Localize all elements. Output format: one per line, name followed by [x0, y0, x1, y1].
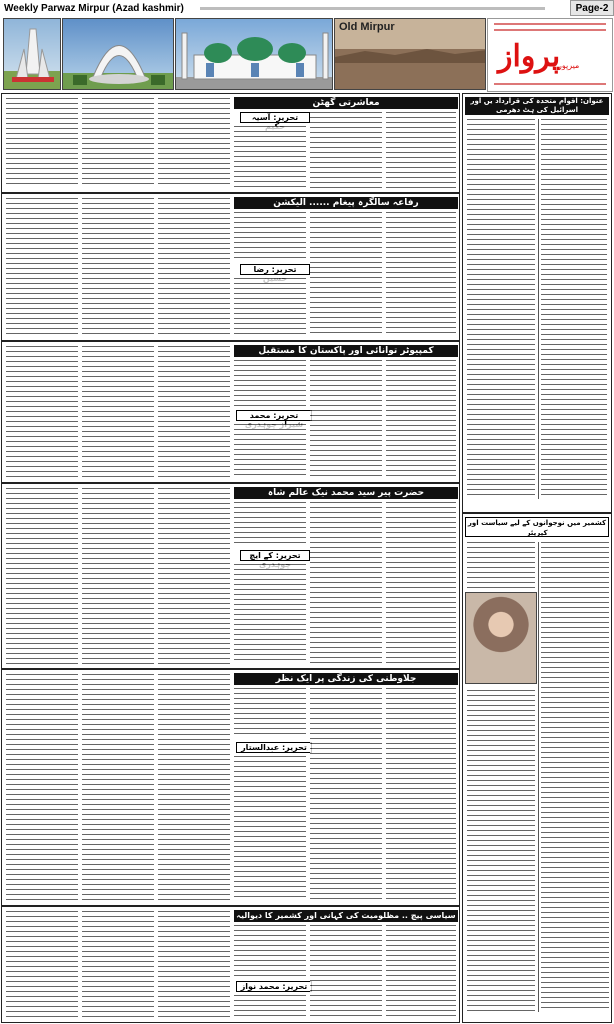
article-row-3: [1, 341, 460, 483]
article-3-author: تحریر: محمد: [236, 410, 312, 421]
page-label: Page-2: [570, 0, 614, 16]
text-column: [310, 360, 382, 478]
author-portrait: [465, 592, 537, 684]
monument-image: [4, 19, 61, 90]
text-column: [467, 119, 535, 499]
banner-photo-monument: [3, 18, 61, 90]
text-column: [234, 995, 306, 1019]
text-column: [6, 346, 78, 478]
text-column: [158, 488, 230, 664]
text-column: [310, 112, 382, 188]
article-right-bottom-title: کشمیر میں نوجوانوں کے لیے سیاست اور کیریئر: [465, 517, 609, 537]
masthead-rule-2: [494, 29, 606, 31]
mosque-image: [176, 19, 333, 90]
article-2-author: تحریر: رضا: [240, 264, 310, 275]
text-column: [234, 424, 306, 478]
article-row-1: [1, 93, 460, 193]
top-divider-line: [200, 7, 545, 10]
masthead-rule-bottom: [494, 83, 606, 85]
masthead-logo: پرواز: [498, 39, 561, 74]
text-column: [234, 756, 306, 901]
text-column: [234, 278, 306, 336]
text-column: [310, 212, 382, 336]
text-column: [6, 911, 78, 1019]
banner-photo-old-mirpur: [334, 18, 486, 90]
banner-photo-mosque: [175, 18, 333, 90]
column-rule: [538, 542, 539, 1012]
column-rule: [538, 119, 539, 499]
text-column: [82, 198, 154, 336]
text-column: [310, 502, 382, 664]
text-column: [82, 674, 154, 901]
article-row-2: [1, 193, 460, 341]
article-right-top: [462, 93, 612, 513]
text-column: [82, 346, 154, 478]
article-1-title: معاشرتی گھٹن: [234, 97, 458, 109]
text-column: [386, 502, 456, 664]
text-column: [386, 212, 456, 336]
article-6-title: سیاسی پیچ .. مظلومیت کی کہانی اور کشمیر کا دیوالیہ: [234, 910, 458, 922]
text-column: [386, 360, 456, 478]
text-column: [158, 346, 230, 478]
text-column: [234, 502, 306, 546]
text-column: [386, 688, 456, 901]
text-column: [310, 925, 382, 1019]
text-column: [158, 98, 230, 188]
text-column: [310, 688, 382, 901]
text-column: [82, 911, 154, 1019]
text-column: [6, 198, 78, 336]
article-row-4: [1, 483, 460, 669]
article-4-title: حضرت پیر سید محمد نیک عالم شاہ: [234, 487, 458, 499]
article-5-title: جلاوطنی کی زندگی پر ایک نظر: [234, 673, 458, 685]
text-column: [82, 98, 154, 188]
article-right-bottom: [462, 513, 612, 1023]
article-right-top-title: عنوان: اقوام متحدہ کی قرارداد یں اور اسرائیل کی ہٹ دھرمی: [465, 97, 609, 115]
article-4-author: تحریر: کے ایچ: [240, 550, 310, 561]
text-column: [541, 542, 609, 1012]
text-column: [82, 488, 154, 664]
text-column: [158, 198, 230, 336]
article-5-author: تحریر: عبدالستار: [236, 742, 312, 753]
banner-photo-arch: [62, 18, 174, 90]
masthead-rule-top: [494, 23, 606, 25]
article-row-5: [1, 669, 460, 906]
article-3-title: کمپیوٹر توانائی اور پاکستان کا مستقبل: [234, 345, 458, 357]
text-column: [6, 674, 78, 901]
text-column: [234, 212, 306, 260]
text-column: [6, 98, 78, 188]
text-column: [234, 925, 306, 977]
article-row-6: [1, 906, 460, 1023]
publication-name: Weekly Parwaz Mirpur (Azad kashmir): [4, 3, 184, 14]
text-column: [6, 488, 78, 664]
text-column: [467, 542, 535, 588]
text-column: [158, 674, 230, 901]
text-column: [386, 925, 456, 1019]
text-column: [234, 688, 306, 738]
text-column: [541, 119, 607, 499]
article-2-title: رفاعہ سالگرہ پیغام ...... الیکشن: [234, 197, 458, 209]
old-mirpur-caption: Old Mirpur: [339, 21, 395, 33]
article-1-author: تحریر: آسیہ: [240, 112, 310, 123]
arch-image: [63, 19, 174, 90]
text-column: [234, 564, 306, 664]
text-column: [234, 126, 306, 188]
text-column: [158, 911, 230, 1019]
masthead: [487, 18, 613, 92]
masthead-city: میرپور: [558, 61, 580, 70]
text-column: [234, 360, 306, 406]
article-6-author: تحریر: محمد نواز: [236, 981, 312, 992]
text-column: [467, 690, 535, 1012]
text-column: [386, 112, 456, 188]
